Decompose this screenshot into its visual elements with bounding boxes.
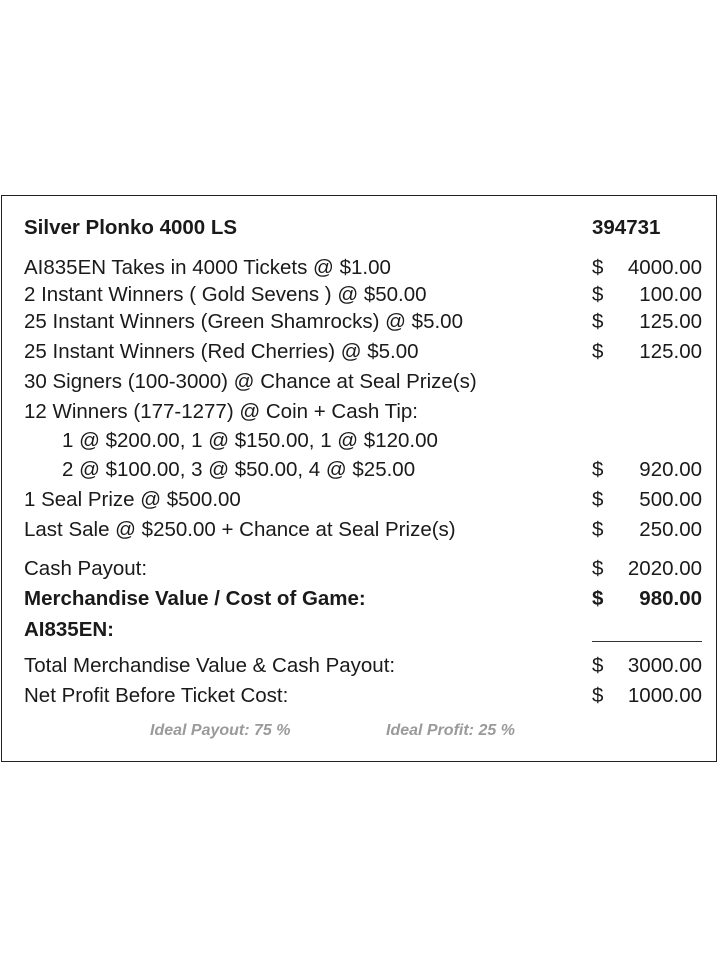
line-desc: 1 @ $200.00, 1 @ $150.00, 1 @ $120.00 [62, 429, 438, 452]
dollar-sign: $ [592, 684, 604, 707]
line-item [24, 308, 704, 336]
line-amount: 920.00 [639, 458, 702, 481]
dollar-sign: $ [592, 256, 604, 279]
cash-payout-label: Cash Payout: [24, 557, 148, 580]
merch-value-amount: 980.00 [639, 587, 702, 610]
form-code-row [24, 616, 704, 644]
line-amount: 100.00 [639, 283, 702, 306]
total-amount: 3000.00 [627, 654, 702, 677]
line-amount: 125.00 [639, 310, 702, 333]
line-amount: 125.00 [639, 340, 702, 363]
line-item [24, 486, 704, 514]
line-amount: 4000.00 [627, 256, 702, 279]
dollar-sign: $ [592, 310, 604, 333]
dollar-sign: $ [592, 587, 604, 610]
form-code-label: AI835EN: [24, 618, 115, 641]
line-desc: 12 Winners (177-1277) @ Coin + Cash Tip: [24, 400, 418, 423]
line-item [24, 368, 704, 396]
dollar-sign: $ [592, 340, 604, 363]
line-amount: 250.00 [639, 518, 702, 541]
dollar-sign: $ [592, 458, 604, 481]
line-item [24, 254, 704, 282]
dollar-sign: $ [592, 283, 604, 306]
line-desc: 30 Signers (100-3000) @ Chance at Seal Prize(s) [24, 370, 477, 393]
header-row [24, 214, 704, 242]
game-code: 394731 [592, 216, 661, 239]
line-item [24, 281, 704, 309]
dollar-sign: $ [592, 518, 604, 541]
line-desc: 2 @ $100.00, 3 @ $50.00, 4 @ $25.00 [62, 458, 416, 481]
ideal-payout: Ideal Payout: 75 % [150, 722, 291, 739]
net-profit-label: Net Profit Before Ticket Cost: [24, 684, 289, 707]
dollar-sign: $ [592, 654, 604, 677]
line-desc: 25 Instant Winners (Green Shamrocks) @ $5.00 [24, 310, 463, 333]
line-item [24, 338, 704, 366]
dollar-sign: $ [592, 488, 604, 511]
ideal-profit: Ideal Profit: 25 % [386, 722, 515, 739]
net-profit-row [24, 682, 704, 710]
line-desc: Last Sale @ $250.00 + Chance at Seal Prize(s) [24, 518, 456, 541]
dollar-sign: $ [592, 557, 604, 580]
signature-line [592, 641, 702, 642]
line-desc: AI835EN Takes in 4000 Tickets @ $1.00 [24, 256, 391, 279]
cash-payout-amount: 2020.00 [627, 557, 702, 580]
game-title: Silver Plonko 4000 LS [24, 216, 238, 239]
merch-value-label: Merchandise Value / Cost of Game: [24, 587, 366, 610]
total-row [24, 652, 704, 680]
line-item [24, 456, 704, 484]
line-item [24, 516, 704, 544]
net-profit-amount: 1000.00 [627, 684, 702, 707]
total-label: Total Merchandise Value & Cash Payout: [24, 654, 396, 677]
line-desc: 1 Seal Prize @ $500.00 [24, 488, 241, 511]
line-item [24, 427, 704, 455]
line-item [24, 398, 704, 426]
cash-payout-row [24, 555, 704, 583]
line-desc: 25 Instant Winners (Red Cherries) @ $5.00 [24, 340, 419, 363]
merch-value-row [24, 585, 704, 613]
line-amount: 500.00 [639, 488, 702, 511]
line-desc: 2 Instant Winners ( Gold Sevens ) @ $50.00 [24, 283, 427, 306]
